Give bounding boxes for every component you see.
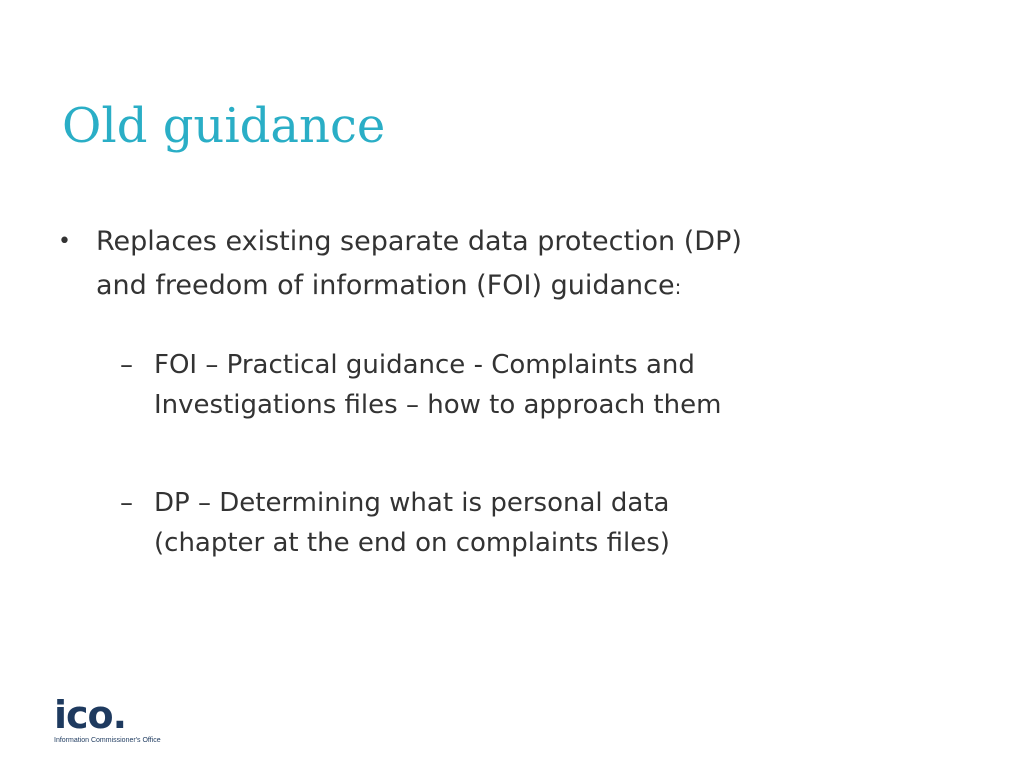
logo-subtitle: Information Commissioner's Office (54, 737, 161, 744)
sub-list (58, 345, 958, 563)
sub-item-text (154, 483, 670, 563)
sub-item-text (154, 345, 721, 425)
sub-item-marker: – (120, 350, 133, 380)
bullet-text (96, 220, 958, 309)
bullet-line-2-wrap (96, 264, 958, 309)
slide-title: Old guidance (62, 98, 386, 154)
bullet-item (58, 220, 958, 309)
sub-item-line-1: FOI – Practical guidance - Complaints and (154, 350, 695, 380)
sub-item-foi (120, 345, 958, 425)
sub-item-line-1: DP – Determining what is personal data (154, 488, 670, 518)
logo-wordmark: ico. (54, 693, 127, 737)
bullet-marker: • (58, 229, 71, 254)
slide-body (58, 220, 958, 621)
ico-logo (54, 693, 161, 750)
bullet-colon: : (674, 275, 682, 299)
sub-item-line-2: (chapter at the end on complaints files) (154, 528, 670, 558)
sub-item-dp (120, 483, 958, 563)
sub-item-line-2: Investigations files – how to approach them (154, 390, 722, 420)
bullet-line-2: and freedom of information (FOI) guidance (96, 270, 675, 301)
bullet-line-1: Replaces existing separate data protection (DP) (96, 226, 742, 257)
sub-item-marker: – (120, 488, 133, 518)
